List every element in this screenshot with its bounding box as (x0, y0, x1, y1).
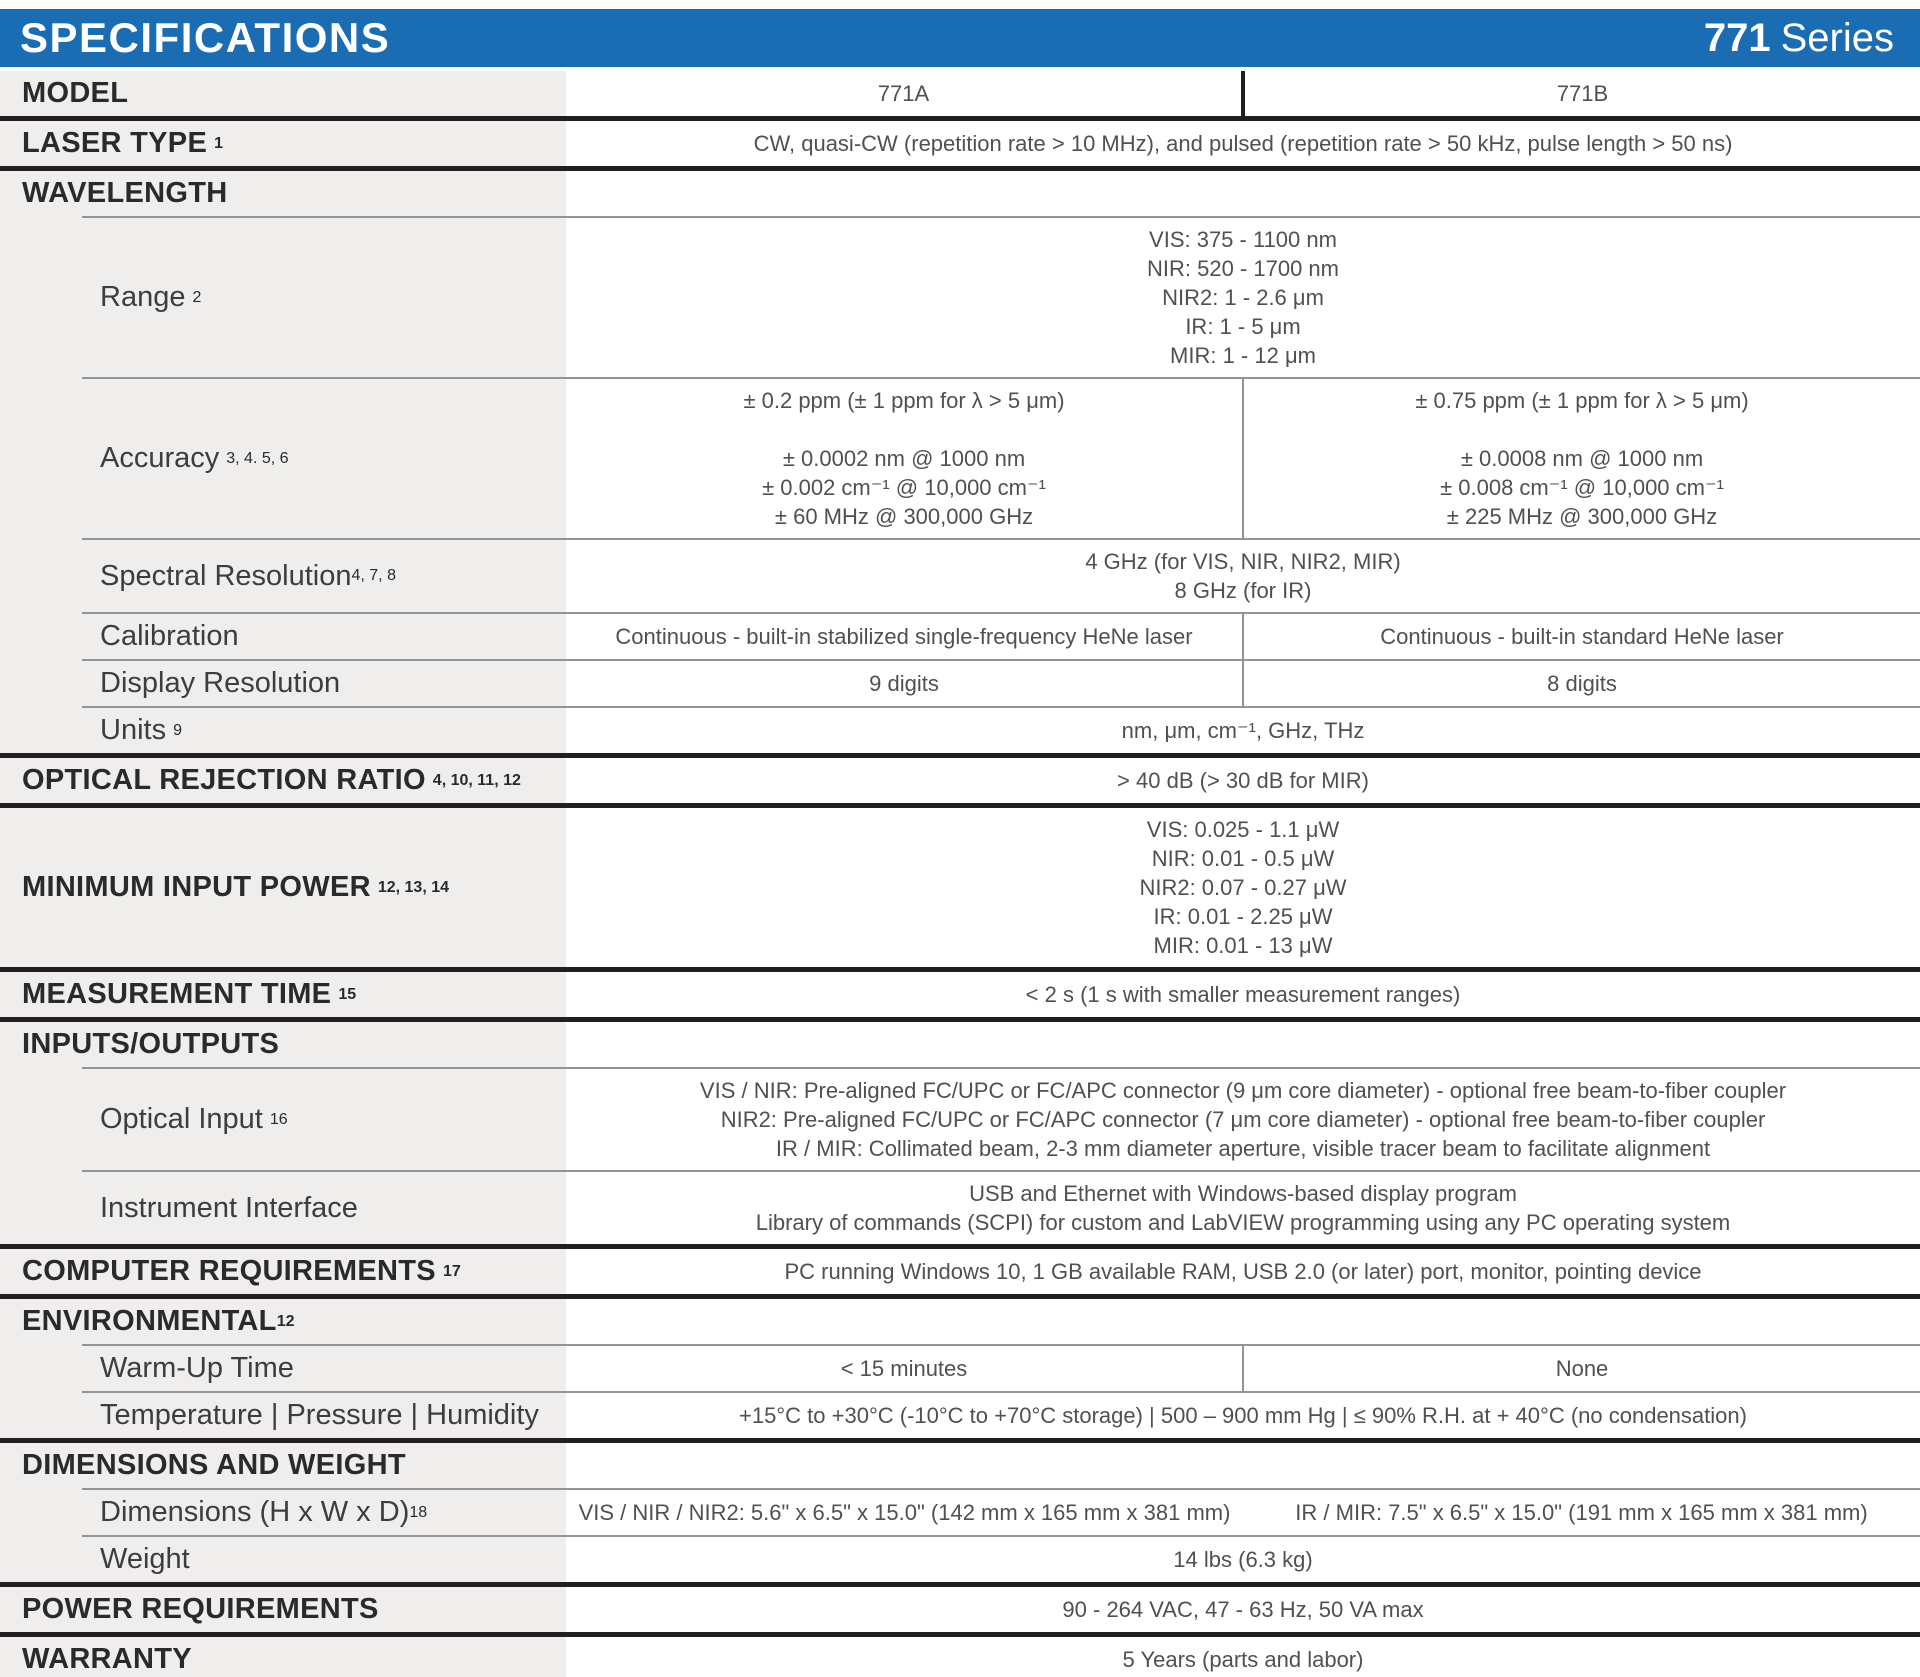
row-label: MINIMUM INPUT POWER (22, 871, 371, 903)
row-label: ENVIRONMENTAL (22, 1305, 277, 1337)
row-label: Warm-Up Time (100, 1352, 294, 1384)
row-label: Temperature | Pressure | Humidity (100, 1399, 539, 1431)
value-span (566, 972, 1920, 1017)
value-line: 8 GHz (for IR) (1174, 578, 1312, 603)
row-label: MODEL (22, 77, 129, 109)
value-line: VIS / NIR: Pre-aligned FC/UPC or FC/APC connector (9 μm core diameter) - optional free beam-to-fiber coupler (699, 1078, 1787, 1103)
row-label-cell: Accuracy 3, 4. 5, 6 (0, 379, 566, 538)
row-label: COMPUTER REQUIREMENTS (22, 1255, 436, 1287)
row-values (566, 708, 1920, 753)
row-label: INPUTS/OUTPUTS (22, 1028, 280, 1060)
value-line: NIR2: Pre-aligned FC/UPC or FC/APC connector (7 μm core diameter) - optional free beam-to-fiber coupler (720, 1107, 1766, 1132)
cell-771a (566, 1490, 1243, 1535)
value-line: ± 0.002 cm⁻¹ @ 10,000 cm⁻¹ (762, 475, 1046, 500)
row-label: Spectral Resolution (100, 559, 352, 592)
value-line: 90 - 264 VAC, 47 - 63 Hz, 50 VA max (1062, 1597, 1424, 1622)
spec-row-computer-requirements (0, 1249, 1920, 1294)
cell-771a (566, 614, 1242, 659)
series-number: 771 (1703, 15, 1771, 60)
value-line: < 15 minutes (840, 1356, 968, 1381)
spec-row-instrument-interface (0, 1172, 1920, 1244)
row-values (566, 171, 1920, 216)
value-line: ± 0.2 ppm (± 1 ppm for λ > 5 μm) (743, 388, 1065, 413)
specifications-banner (0, 9, 1920, 67)
value-span (566, 1637, 1920, 1677)
value-line: 5 Years (parts and labor) (1122, 1647, 1364, 1672)
spec-row-weight (0, 1537, 1920, 1582)
value-span (566, 1069, 1920, 1170)
spec-row-warranty (0, 1637, 1920, 1677)
cell-771a (566, 661, 1242, 706)
value-line: ± 60 MHz @ 300,000 GHz (774, 504, 1034, 529)
value-line: IR: 0.01 - 2.25 μW (1153, 904, 1333, 929)
cell-771b (1244, 1346, 1920, 1391)
row-label: POWER REQUIREMENTS (22, 1593, 379, 1625)
value-line: MIR: 1 - 12 μm (1170, 343, 1316, 368)
row-label-cell: Spectral Resolution 4, 7, 8 (0, 540, 566, 612)
value-line: Continuous - built-in standard HeNe laser (1380, 624, 1784, 649)
value-line: ± 0.0008 nm @ 1000 nm (1460, 446, 1704, 471)
sub-rule-line (82, 1488, 1920, 1490)
spec-row-laser-type (0, 121, 1920, 166)
row-values (566, 758, 1920, 803)
cell-771a (566, 379, 1242, 538)
spec-row-display-resolution (0, 661, 1920, 706)
row-label: WAVELENGTH (22, 177, 228, 209)
row-values (566, 1637, 1920, 1677)
value-span (566, 1172, 1920, 1244)
cell-771a (566, 1346, 1242, 1391)
sub-rule-line (82, 1391, 1920, 1393)
value-span (566, 540, 1920, 612)
row-label: Calibration (100, 620, 239, 652)
row-values (566, 1587, 1920, 1632)
row-label-cell (0, 1393, 566, 1438)
cell-771b (1244, 614, 1920, 659)
value-line: NIR: 0.01 - 0.5 μW (1151, 846, 1335, 871)
value-line: ± 225 MHz @ 300,000 GHz (1446, 504, 1718, 529)
sub-rule (0, 377, 1920, 379)
row-values (566, 71, 1920, 116)
row-values (566, 1537, 1920, 1582)
sub-rule-line (82, 1067, 1920, 1069)
value-line (1252, 415, 1912, 444)
value-line: < 2 s (1 s with smaller measurement ranges) (1025, 982, 1461, 1007)
value-line: CW, quasi-CW (repetition rate > 10 MHz), and pulsed (repetition rate > 50 kHz, pulse length > 50 ns) (753, 131, 1733, 156)
row-values (566, 1299, 1920, 1344)
sub-rule (0, 1391, 1920, 1393)
row-label-cell: Optical Input 16 (0, 1069, 566, 1170)
row-label-cell: COMPUTER REQUIREMENTS 17 (0, 1249, 566, 1294)
cell-771b (1243, 1490, 1920, 1535)
sub-rule (0, 1535, 1920, 1537)
spec-row-environmental (0, 1299, 1920, 1344)
row-label: MEASUREMENT TIME (22, 978, 332, 1010)
sub-rule (0, 216, 1920, 218)
value-span (566, 708, 1920, 753)
value-line: ± 0.75 ppm (± 1 ppm for λ > 5 μm) (1415, 388, 1749, 413)
sub-rule (0, 1344, 1920, 1346)
spec-row-dimensions-and-weight (0, 1443, 1920, 1488)
value-span (566, 1537, 1920, 1582)
sub-rule-line (82, 377, 1920, 379)
row-values (566, 1346, 1920, 1391)
row-label: DIMENSIONS AND WEIGHT (22, 1449, 406, 1481)
series-word: Series (1780, 15, 1894, 60)
row-label: Accuracy (100, 442, 220, 474)
row-values (566, 121, 1920, 166)
value-line: 9 digits (869, 671, 939, 696)
value-line: NIR2: 1 - 2.6 μm (1162, 285, 1324, 310)
value-span (566, 121, 1920, 166)
row-values (566, 1393, 1920, 1438)
spec-table-rows (0, 71, 1920, 1677)
row-label-cell: Units 9 (0, 708, 566, 753)
row-label-cell (0, 614, 566, 659)
value-line: 771A (877, 81, 930, 106)
row-label-cell: MINIMUM INPUT POWER 12, 13, 14 (0, 808, 566, 967)
value-line: 14 lbs (6.3 kg) (1173, 1547, 1313, 1572)
value-line: Library of commands (SCPI) for custom and LabVIEW programming using any PC operating system (755, 1210, 1731, 1235)
spec-row-calibration (0, 614, 1920, 659)
row-label-cell (0, 1637, 566, 1677)
spec-row-temp-pressure-humidity (0, 1393, 1920, 1438)
row-label-cell (0, 1443, 566, 1488)
value-line: nm, μm, cm⁻¹, GHz, THz (1121, 718, 1365, 743)
row-values (566, 1172, 1920, 1244)
row-label: Optical Input (100, 1103, 263, 1135)
spec-row-dimensions (0, 1490, 1920, 1535)
value-line: IR: 1 - 5 μm (1185, 314, 1301, 339)
spec-row-inputs-outputs (0, 1022, 1920, 1067)
value-span (566, 218, 1920, 377)
sub-rule (0, 612, 1920, 614)
row-values (566, 972, 1920, 1017)
row-label-cell: LASER TYPE 1 (0, 121, 566, 166)
row-label: Display Resolution (100, 667, 341, 699)
row-values (566, 540, 1920, 612)
sub-rule-line (82, 538, 1920, 540)
value-line (574, 415, 1234, 444)
row-label-cell: Dimensions (H x W x D) 18 (0, 1490, 566, 1535)
value-line: MIR: 0.01 - 13 μW (1153, 933, 1333, 958)
spec-row-optical-input (0, 1069, 1920, 1170)
row-label-cell: MEASUREMENT TIME 15 (0, 972, 566, 1017)
value-line: Continuous - built-in stabilized single-frequency HeNe laser (615, 624, 1193, 649)
row-values (566, 379, 1920, 538)
value-line: 771B (1556, 81, 1609, 106)
sub-rule (0, 1067, 1920, 1069)
spec-row-optical-rejection-ratio (0, 758, 1920, 803)
row-values (566, 614, 1920, 659)
spec-row-minimum-input-power (0, 808, 1920, 967)
value-line: PC running Windows 10, 1 GB available RAM, USB 2.0 (or later) port, monitor, pointing device (784, 1259, 1702, 1284)
row-label-cell: Range 2 (0, 218, 566, 377)
value-line: NIR2: 0.07 - 0.27 μW (1139, 875, 1347, 900)
row-values (566, 1022, 1920, 1067)
row-label: Instrument Interface (100, 1191, 358, 1224)
sub-rule (0, 1170, 1920, 1172)
value-line: USB and Ethernet with Windows-based display program (969, 1181, 1517, 1206)
sub-rule-line (82, 1344, 1920, 1346)
value-line: ± 0.0002 nm @ 1000 nm (782, 446, 1026, 471)
value-span (566, 758, 1920, 803)
sub-rule (0, 538, 1920, 540)
value-line: NIR: 520 - 1700 nm (1147, 256, 1339, 281)
value-line: VIS: 0.025 - 1.1 μW (1146, 817, 1340, 842)
row-values (566, 1249, 1920, 1294)
cell-771b (1244, 661, 1920, 706)
row-label-cell (0, 1537, 566, 1582)
row-values (566, 808, 1920, 967)
page-title: SPECIFICATIONS (20, 14, 391, 61)
sub-rule-line (82, 659, 1920, 661)
row-label-cell (0, 1022, 566, 1067)
row-label: Weight (100, 1543, 190, 1575)
row-label-cell (0, 1172, 566, 1244)
sub-rule-line (82, 612, 1920, 614)
row-label: LASER TYPE (22, 127, 208, 159)
series-title (1704, 16, 1894, 61)
row-label: WARRANTY (22, 1643, 192, 1675)
value-span (566, 1587, 1920, 1632)
spec-row-spectral-resolution (0, 540, 1920, 612)
spec-row-model (0, 71, 1920, 116)
spec-row-measurement-time (0, 972, 1920, 1017)
sub-rule (0, 706, 1920, 708)
value-line: ± 0.008 cm⁻¹ @ 10,000 cm⁻¹ (1440, 475, 1724, 500)
spec-row-accuracy (0, 379, 1920, 538)
value-line: IR / MIR: Collimated beam, 2-3 mm diameter aperture, visible tracer beam to facilitate alignment (775, 1136, 1711, 1161)
cell-771b (1244, 379, 1920, 538)
value-span (566, 1249, 1920, 1294)
spec-row-wavelength (0, 171, 1920, 216)
sub-rule (0, 659, 1920, 661)
cell-771b (1245, 71, 1920, 116)
sub-rule-line (82, 1535, 1920, 1537)
value-line: > 40 dB (> 30 dB for MIR) (1117, 768, 1369, 793)
value-span (566, 808, 1920, 967)
row-label-cell: OPTICAL REJECTION RATIO 4, 10, 11, 12 (0, 758, 566, 803)
value-line: VIS: 375 - 1100 nm (1149, 227, 1337, 252)
value-span (566, 1393, 1920, 1438)
value-line: IR / MIR: 7.5" x 6.5" x 15.0" (191 mm x 165 mm x 381 mm) (1295, 1500, 1868, 1525)
sub-rule-line (82, 706, 1920, 708)
row-label: Units (100, 714, 167, 746)
sub-rule (0, 1488, 1920, 1490)
row-label-cell (0, 661, 566, 706)
row-label-cell: ENVIRONMENTAL 12 (0, 1299, 566, 1344)
row-label-cell (0, 1346, 566, 1391)
value-line: None (1555, 1356, 1609, 1381)
row-values (566, 661, 1920, 706)
value-line: +15°C to +30°C (-10°C to +70°C storage) | 500 – 900 mm Hg | ≤ 90% R.H. at + 40°C (no condensation) (739, 1403, 1747, 1428)
sub-rule-line (82, 216, 1920, 218)
row-values (566, 1069, 1920, 1170)
spec-row-power-requirements (0, 1587, 1920, 1632)
row-values (566, 1490, 1920, 1535)
row-values (566, 218, 1920, 377)
spec-row-units (0, 708, 1920, 753)
row-label: Range (100, 281, 186, 313)
row-label-cell (0, 71, 566, 116)
row-label-cell (0, 171, 566, 216)
spec-row-warm-up-time (0, 1346, 1920, 1391)
value-line: 8 digits (1547, 671, 1617, 696)
row-label: OPTICAL REJECTION RATIO (22, 764, 426, 796)
sub-rule-line (82, 1170, 1920, 1172)
spec-row-range (0, 218, 1920, 377)
row-label-cell (0, 1587, 566, 1632)
value-line: VIS / NIR / NIR2: 5.6" x 6.5" x 15.0" (142 mm x 165 mm x 381 mm) (578, 1500, 1231, 1525)
row-values (566, 1443, 1920, 1488)
value-line: 4 GHz (for VIS, NIR, NIR2, MIR) (1085, 549, 1401, 574)
cell-771a (566, 71, 1241, 116)
row-label: Dimensions (H x W x D) (100, 1496, 410, 1528)
